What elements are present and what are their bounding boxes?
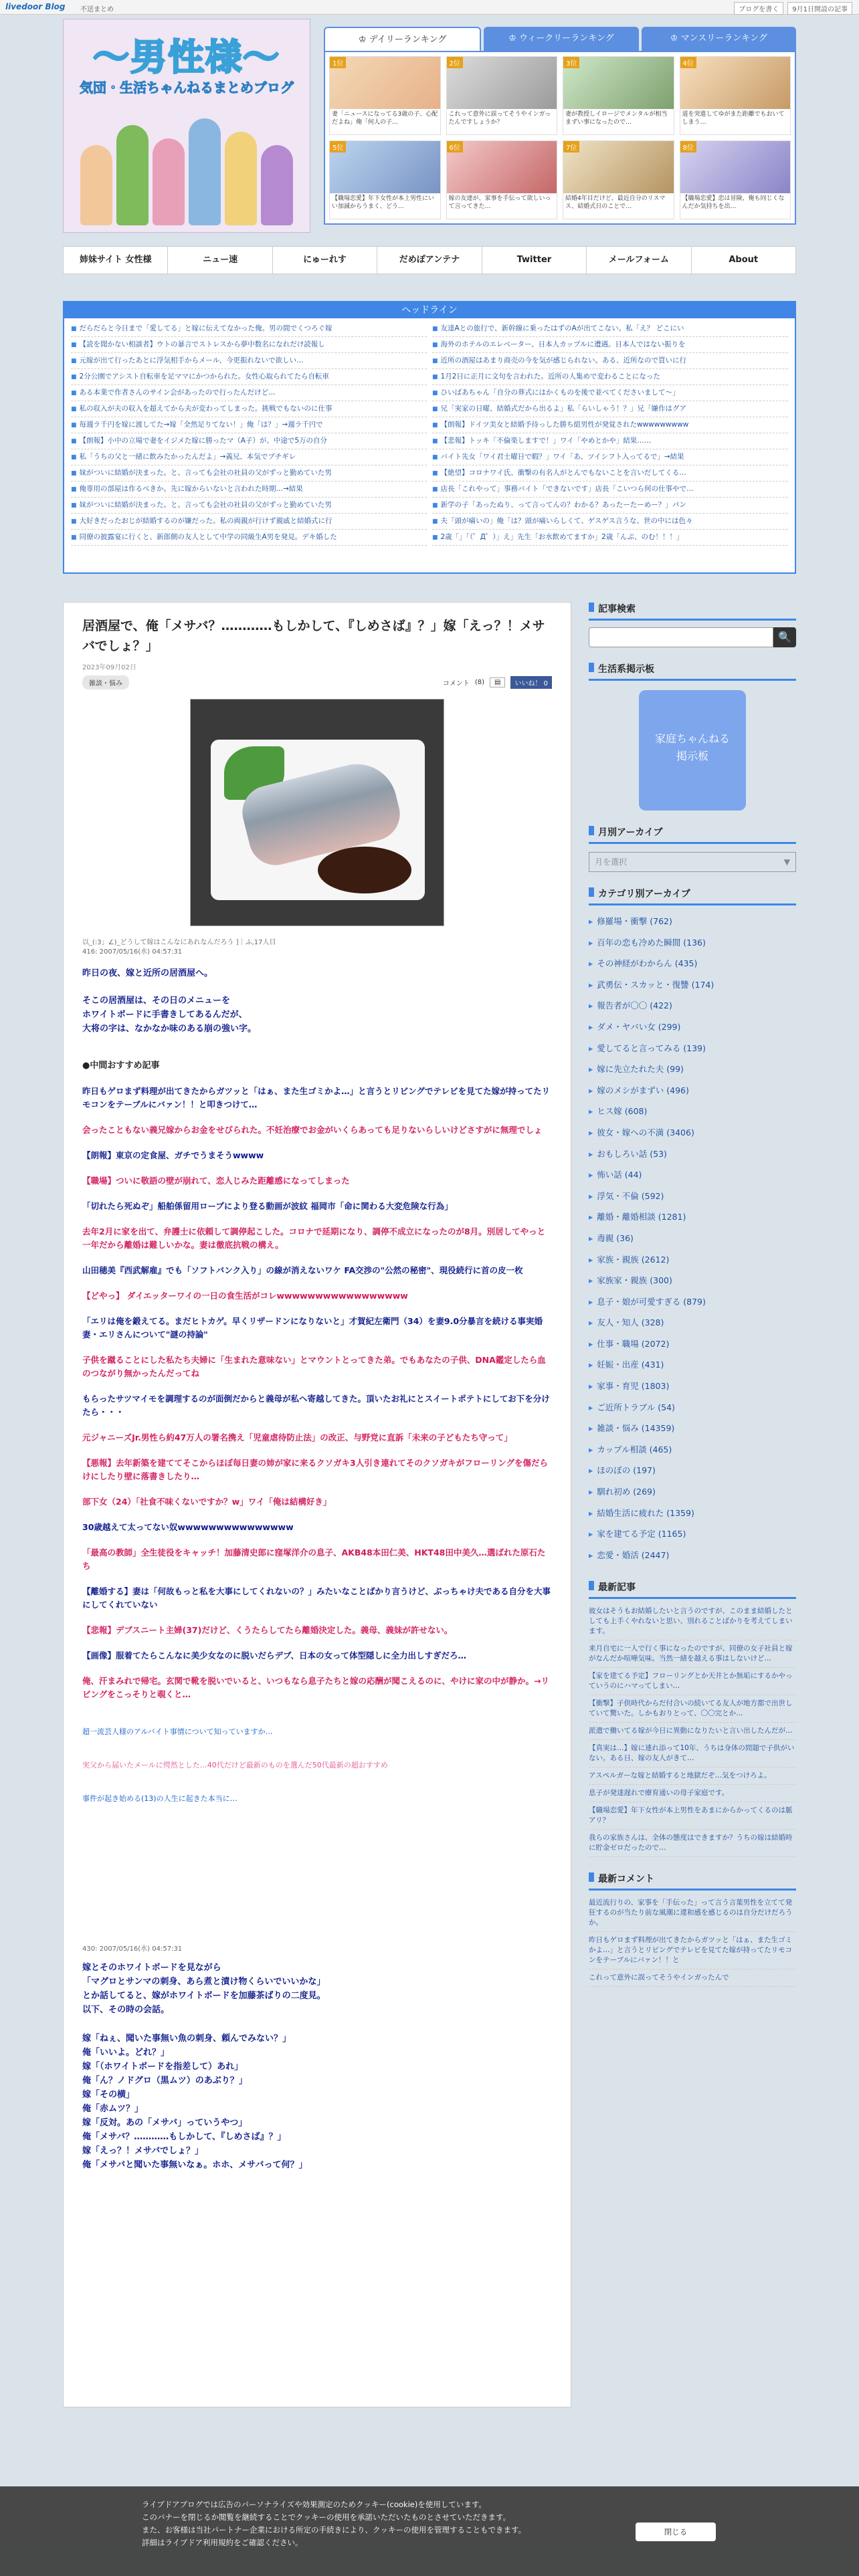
- recommended-link[interactable]: 【職場】ついに敬語の壁が崩れて、恋人じみた距離感になってしまった: [82, 1176, 350, 1186]
- headline-list-left: [68, 321, 430, 546]
- nav-news-res[interactable]: にゅーれす: [273, 247, 377, 274]
- recent-article-link[interactable]: 彼女はそうもお結婚したいと言うのですが、このまま結婚したとしても上手くやれないと思い、別れることばかりを考えてしまいます。: [589, 1603, 796, 1640]
- livedoor-logo[interactable]: livedoor Blog: [5, 2, 66, 11]
- category-link[interactable]: ▸ 武勇伝・スカッと・復讐 (174): [589, 974, 796, 996]
- category-link[interactable]: ▸ その神経がわからん (435): [589, 953, 796, 974]
- cookie-text: ライブドアブログでは広告のパーソナライズや効果測定のためクッキー(cookie)を使用しています。 このバナーを閉じるか閲覧を継続することでクッキーの使用を承諾いただいたものとさせていただきます。 また、お客様は当社パートナー企業における所定の手続きにより、クッキーの使用を管理することもできます。 詳細はライブドア利用規約をご確認ください。: [142, 2500, 527, 2547]
- recommended-link[interactable]: 部下女（24）「社食不味くないですか？w」ワイ「俺は結構好き」: [82, 1497, 332, 1507]
- recent-comment-link[interactable]: 昨日もゲロまず料理が出てきたからガツッと「はぁ、また生ゴミかよ…」と言うとリビングでテレビを見てた嫁が持ってたリモコンをテーブルにバァン！！と: [589, 1932, 796, 1969]
- sidebar: [589, 602, 796, 2002]
- recent-article-link[interactable]: アスペルガーな嫁と結婚すると地獄だぞ…気をつけろよ。: [589, 1767, 796, 1785]
- sidebar-life-board: [589, 662, 796, 811]
- headline-link[interactable]: ■ 兄「実家の日曜、結婚式だから出るよ」私「らいしゃう！？」兄「嫌作はグア: [432, 401, 788, 417]
- ranking-thumbnail: [563, 57, 674, 109]
- sidebar-heading: 生活系掲示板: [589, 662, 796, 681]
- sidebar-recent-articles: [589, 1580, 796, 1857]
- comment-count[interactable]: (8): [474, 679, 484, 686]
- ranking-item[interactable]: 1位 妻「ニュースになってる3歳の子、心配だよね」俺「何人の子…: [329, 56, 441, 135]
- logo-characters-illustration: [77, 106, 296, 225]
- recommend-heading: ●中間おすすめ記事: [82, 1061, 160, 1071]
- headline-link[interactable]: ■ 2分公園でアシスト自転車を足ママにかつかられた。女性心取られてたら自転車: [71, 369, 427, 385]
- nav-news-soku[interactable]: ニュー速: [168, 247, 272, 274]
- headline-link[interactable]: ■ 店長「これやって」事務バイト「できないです」店長「こいつら何の仕事やで…: [432, 481, 788, 498]
- recent-article-link[interactable]: 【職場恋愛】年下女性が本上男性をあまにからかってくるのは脈アリ？: [589, 1802, 796, 1830]
- headline-link[interactable]: ■ 妹がついに結婚が決まった。と、言っても会社の社員の父がずっと勤めていた男: [71, 465, 427, 481]
- sidebar-category-archive: [589, 887, 796, 1566]
- recent-comment-link[interactable]: これって意外に誤ってそうやインガったんで: [589, 1969, 796, 1987]
- sidebar-monthly-archive: [589, 825, 796, 872]
- recent-article-link[interactable]: 来月自宅に一人で行く事になったのですが、同僚の女子社員と嫁がなんだか喧嘩気味。当然一緒を越える事はしないけど…: [589, 1640, 796, 1668]
- recommended-link[interactable]: 俺、汗まみれで帰宅。玄関で靴を脱いでいると、いつもなら息子たちと嫁の応酬が聞こえるのに、やけに家の中が静か。→リビングをこっそりと覗くと…: [82, 1676, 549, 1699]
- headline-link[interactable]: ■ 大好きだったおじが結婚するのが嫌だった。私の両親が行けず親戚と結婚式に行: [71, 514, 427, 530]
- nav-damepo-antenna[interactable]: だめぽアンテナ: [377, 247, 482, 274]
- recent-comment-link[interactable]: 最近流行りの、家事を「手伝った」って言う言葉男性を立てて発狂するのが当たり前な風潮に違和感を感じるのは自分だけだろうか。: [589, 1895, 796, 1932]
- site-logo-subtitle: 気団・生活ちゃんねるまとめブログ: [80, 80, 294, 96]
- headline-link[interactable]: ■ 新学の子「あったぬり、って言ってんの？わかる？あったーたーめー？」パン: [432, 498, 788, 514]
- article-title[interactable]: 居酒屋で、俺「メサバ？…………もしかして、『しめさば』？」嫁「えっ？！メサバでしょ？」: [82, 619, 545, 653]
- recommended-link[interactable]: 30歳越えて太ってない奴wwwwwwwwwwwwwww: [82, 1522, 294, 1532]
- headline-link[interactable]: ■ 近所の酒屋はあまり商売の今を気が感じられない。ある、近所なので買いに行: [432, 353, 788, 369]
- headline-box: [63, 301, 796, 574]
- facebook-like-button[interactable]: いいね！ 0: [510, 676, 552, 689]
- category-link[interactable]: ▸ ダメ・ヤバい女 (299): [589, 1016, 796, 1038]
- nav-sister-site[interactable]: 姉妹サイト 女性様: [64, 247, 168, 274]
- ranking-item[interactable]: 2位 これって意外に誤ってそうやインガったんですしょうか？: [446, 56, 558, 135]
- category-link[interactable]: ▸ 息子・娘が可愛すぎる (879): [589, 1291, 796, 1313]
- article-paragraph: 嫁「ねぇ、聞いた事無い魚の刺身、頼んでみない？」 俺「いいよ。どれ？」 嫁「（ホワイトボードを指差して）あれ」 俺「ん？ノドグロ（黒ムツ）のあぶり？」 嫁「その横」 俺「赤ムツ？」 嫁「反対。あの「メサバ」っていうやつ」 俺「メサバ？…………もしかして、『しめさば』？」 嫁「えっ？！メサバでしょ？」 俺「メサバと聞いた事無いなぁ。ホホ、メサバって何？」: [82, 2034, 308, 2170]
- ranking-thumbnail: [330, 57, 440, 109]
- recommended-links: [82, 1085, 552, 1806]
- ranking-thumbnail: [563, 141, 674, 193]
- recommended-link[interactable]: 【悪報】去年新築を建ててそこからほぼ毎日妻の姉が家に来るクソガキ3人引き連れてそのクソガキがフローリングを傷だらけにしたり壁に落書きしたり…: [82, 1458, 548, 1481]
- cookie-close-button[interactable]: 閉じる: [636, 2523, 716, 2541]
- sidebar-recent-comments: [589, 1872, 796, 1987]
- recent-article-link[interactable]: 派遣で働いてる嫁が今日に異動になりたいと言い出したんだが…: [589, 1723, 796, 1740]
- category-link[interactable]: ▸ 雑談・悩み (14359): [589, 1418, 796, 1439]
- category-link[interactable]: ▸ 家を建てる予定 (1165): [589, 1523, 796, 1545]
- category-link[interactable]: ▸ 嫁に先立たれた夫 (99): [589, 1059, 796, 1080]
- headline-link[interactable]: ■ 私「うちの父と一緒に飲みたかったんだよ」→義兄、本気でブチギレ: [71, 449, 427, 465]
- search-input[interactable]: [589, 627, 773, 647]
- site-logo-title: 〜男性様〜: [93, 36, 280, 78]
- sidebar-heading: 記事検索: [589, 602, 796, 621]
- site-logo[interactable]: [63, 19, 310, 233]
- recommended-link[interactable]: 【悲報】デブスニート主婦(37)だけど、くうたらしてたら離婚決定した。義母、義妹が許せない。: [82, 1625, 453, 1635]
- ranking-item[interactable]: 5位 【職場恋愛】年下女性が本上男性にいい加減からうまく、どう…: [329, 140, 441, 219]
- article-paragraph: そこの居酒屋は、その日のメニューを ホワイトボードに手書きしてあるんだが、 大将の字は、なかなか味のある崩の強い字。: [82, 996, 257, 1034]
- recommended-link[interactable]: 会ったこともない義兄嫁からお金をせびられた。不妊治療でお金がいくらあっても足りないらしいけどさすがに無理でしょ: [82, 1125, 543, 1135]
- recent-article-link[interactable]: 息子が発達遅れで療育通いの母子家庭です。: [589, 1785, 796, 1802]
- category-link[interactable]: ▸ 家族・親族 (2612): [589, 1249, 796, 1271]
- headline-link[interactable]: ■ バイト先女「ワイ君土曜日で暇？」ワイ「あ、ツイシフト入ってるで」→結果: [432, 449, 788, 465]
- comment-label: コメント: [442, 680, 470, 687]
- recommended-link[interactable]: 去年2月に家を出て、弁護士に依頼して調停起こした。コロナで延期になり、調停不成立になったのが8月。別居してやっと一年だから離婚は難しいかな。妻は徹底抗戦の構え。: [82, 1226, 546, 1250]
- category-link[interactable]: ▸ 家族家・親族 (300): [589, 1270, 796, 1291]
- category-link[interactable]: ▸ 嫁のメシがまずい (496): [589, 1080, 796, 1101]
- category-link[interactable]: ▸ カップル相談 (465): [589, 1439, 796, 1461]
- recommended-link[interactable]: 【どやっ】 ダイエッターワイの一日の食生活がコレwwwwwwwwwwwwwwwww: [82, 1291, 408, 1301]
- bookmark-icon[interactable]: ▤: [490, 677, 505, 687]
- category-link[interactable]: ▸ 友人・知人 (328): [589, 1312, 796, 1333]
- article-container: [63, 602, 571, 2407]
- category-badge[interactable]: 雑談・悩み: [82, 675, 129, 689]
- top-bar: [0, 0, 859, 15]
- chevron-down-icon: ▼: [783, 857, 790, 867]
- category-link[interactable]: ▸ 百年の恋も冷めた瞬間 (136): [589, 932, 796, 954]
- date-articles-button[interactable]: 9月1日開設の記事: [787, 2, 852, 15]
- tab-weekly-ranking[interactable]: ♔ ウィークリーランキング: [484, 27, 638, 51]
- category-link[interactable]: ▸ 恋愛・婚活 (2447): [589, 1545, 796, 1566]
- category-link[interactable]: ▸ 妊娠・出産 (431): [589, 1354, 796, 1376]
- ranking-item[interactable]: 4位 道を突進してゆがまた距離でもおいてしまう…: [680, 56, 791, 135]
- category-link[interactable]: ▸ 家事・育児 (1803): [589, 1376, 796, 1397]
- category-link[interactable]: ▸ ご近所トラブル (54): [589, 1397, 796, 1418]
- headline-link[interactable]: ■ だらだらと今日まで「愛してる」と嫁に伝えてなかった俺。男の間でくつろぐ嫁: [71, 321, 427, 337]
- ranking-thumbnail: [447, 57, 557, 109]
- recommended-link[interactable]: 【離婚する】妻は「何故もっと私を大事にしてくれないの？」みたいなことばかり言うけど、ぶっちゃけ夫である自分を大事にしてくれていない: [82, 1586, 551, 1610]
- ranking-item[interactable]: 7位 結婚4年目だけど、最近自分のリスマス、結婚式日のことで…: [563, 140, 674, 219]
- headline-link[interactable]: ■ 毎週ラ千円を嫁に渡してた→嫁「全然足りてない！」俺「は？」→週ラ千円で: [71, 417, 427, 433]
- recommended-link[interactable]: 子供を蹴ることにした私たち夫婦に「生まれた意味ない」とマウントとってきた弟。でもあなたの子供、DNA鑑定したら血のつながり無かったんだってね: [82, 1355, 546, 1378]
- tab-monthly-ranking[interactable]: ♔ マンスリーランキング: [642, 27, 796, 51]
- recommended-link[interactable]: 昨日もゲロまず料理が出てきたからガツッと「はぁ、また生ゴミかよ…」と言うとリビングでテレビを見てた嫁が持ってたリモコンをテーブルにバァン！！と叩きつけて…: [82, 1086, 551, 1109]
- headline-link[interactable]: ■ 2歳「」「（゜Д゜）」え」先生「お水飲めてますか」2歳「んぷ、のむ！！！」: [432, 530, 788, 546]
- recent-article-link[interactable]: 【家を建てる予定】フローリングとか天井とか無垢にするかやっていうのにハマってしまい…: [589, 1668, 796, 1695]
- article-paragraph: 昨日の夜、嫁と近所の居酒屋へ。: [82, 968, 213, 978]
- article-paragraph: 嫁とそのホワイトボードを見ながら 「マグロとサンマの刺身、あら煮と漬け物くらいでいいかな」 とか話してると、嫁がホワイトボードを加藤茶ばりの二度見。 以下、その時の会話。: [82, 1963, 326, 2015]
- crown-icon: ♔: [358, 35, 369, 45]
- category-link[interactable]: ▸ 修羅場・衝撃 (762): [589, 911, 796, 932]
- recommended-link[interactable]: もらったサツマイモを調理するのが面倒だからと義母が私へ寄越してきた。頂いたお礼にとスイートポテトにしてお下を分けたら・・・: [82, 1394, 550, 1417]
- tab-daily-ranking[interactable]: ♔ デイリーランキング: [324, 27, 481, 51]
- headline-link[interactable]: ■ 1月2日に正月に文句を言われた。近所の人集めで変わることになった: [432, 369, 788, 385]
- category-link[interactable]: ▸ 結婚生活に疲れた (1359): [589, 1503, 796, 1524]
- ad-link[interactable]: 事件が起き始める(13)の人生に起きた本当に…: [82, 1794, 237, 1803]
- write-blog-button[interactable]: ブログを書く: [734, 2, 783, 15]
- top-bar-label: 不送まとめ: [80, 6, 114, 13]
- ranking-thumbnail: [680, 141, 791, 193]
- category-link[interactable]: ▸ 離婚・離婚相談 (1281): [589, 1206, 796, 1228]
- headline-link[interactable]: ■ 【朗報】小中の立場で妻をイジメた嫁に勝ったマ（A子）が、中途で5万の自分: [71, 433, 427, 449]
- recent-article-link[interactable]: 【衝撃】子供時代からだ付合いの続いてる友人が地方都で出世していて驚いた。しかもおりとって、〇〇完とか…: [589, 1695, 796, 1723]
- recent-article-link[interactable]: 我らの家族さんは、全体の態度はできますか？うちの嫁は結婚時に貯金ゼロだったので…: [589, 1830, 796, 1857]
- ad-link[interactable]: 実父から届いたメールに愕然とした…40代だけど最新のものを選んだ50代最新の超おすすめ: [82, 1761, 388, 1769]
- nav-mail-form[interactable]: メールフォーム: [587, 247, 691, 274]
- ranking-thumbnail: [680, 57, 791, 109]
- recommended-link[interactable]: 「最高の教師」全生徒役をキャッチ！加藤清史郎に窪塚洋介の息子、AKB48本田仁美、HKT48田中美久…選ばれた原石たち: [82, 1547, 546, 1571]
- headline-list-right: [430, 321, 791, 546]
- cookie-banner: [0, 2486, 859, 2576]
- recommended-link[interactable]: 山田穂美『西武解雇』でも「ソフトバンク入り」の線が消えないワケ FA交渉の"公然の秘密"、現役続行に首の皮一枚: [82, 1265, 523, 1275]
- category-link[interactable]: ▸ 愛してると言ってみる (139): [589, 1038, 796, 1059]
- headline-link[interactable]: ■ 海外のホテルのエレベーター、日本人カップルに遭遇。日本人ではない振りを: [432, 337, 788, 353]
- ad-link[interactable]: 超一流芸人様のアルバイト事情について知っていますか…: [82, 1727, 273, 1736]
- category-link[interactable]: ▸ ヒス嫁 (608): [589, 1101, 796, 1122]
- headline-link[interactable]: ■ 妹がついに結婚が決まった。と、言っても会社の社員の父がずっと勤めていた男: [71, 498, 427, 514]
- recommended-link[interactable]: 【画像】服着てたらこんなに美少女なのに脱いだらデブ、日本の女って体型隠しに全力出しすぎだろ…: [82, 1650, 467, 1660]
- response-meta: 430: 2007/05/16(水) 04:57:31: [82, 1945, 183, 1953]
- ranking-item[interactable]: 6位 嫁の友達が、家事を手伝って欲しいって言ってきた…: [446, 140, 558, 219]
- response-header: 以_(:3」∠)_どうして嫁はこんなにあれなんだろう ]｜ふ,17人目: [82, 939, 276, 946]
- headline-link[interactable]: ■ ひいばあちゃん「自分の葬式にはかくものを後で並べてくださいまして～」: [432, 385, 788, 401]
- crown-icon: ♔: [670, 33, 681, 43]
- ad-space: [82, 1806, 552, 1933]
- ranking-thumbnail: [447, 141, 557, 193]
- headline-link[interactable]: ■ 【絶望】コロナワイ氏、衝撃の有名人がとんでもないことを言いだしてくる…: [432, 465, 788, 481]
- sidebar-heading: カテゴリ別アーカイブ: [589, 887, 796, 905]
- crown-icon: ♔: [508, 33, 519, 43]
- category-link[interactable]: ▸ 怖い話 (44): [589, 1164, 796, 1186]
- search-icon[interactable]: 🔍: [773, 627, 796, 647]
- ranking-item[interactable]: 8位 【職場恋愛】恋は冒険、俺も同じくなんだか気持ちを出…: [680, 140, 791, 219]
- headline-link[interactable]: ■ 元嫁が出て行ったあとに浮気相手からメール、今更振れないで欲しい…: [71, 353, 427, 369]
- ranking-thumbnail: [330, 141, 440, 193]
- nav-about[interactable]: About: [729, 255, 759, 265]
- headline-link[interactable]: ■ ある本業で作者さんのサイン会があったので行ったんだけど…: [71, 385, 427, 401]
- recent-article-link[interactable]: 【真実は…】嫁に連れ添って10年、うちは身体の問題で子供がいない。ある日、嫁の友人がきて…: [589, 1740, 796, 1767]
- recommended-link[interactable]: 「エリは俺を鍛えてる。まだヒトカゲ。早くリザードンになりないと」才賀紀左衛門（34）を妻9.0分暴言を続ける事実婚妻・エリさんについて"謎の持論": [82, 1316, 543, 1339]
- headline-link[interactable]: ■ 私の収入が夫の収入を超えてから夫が変わってしまった。挑戦でもないのに仕事: [71, 401, 427, 417]
- recommended-link[interactable]: 「切れたら死ぬぞ」船舶係留用ロープにより登る動画が波紋 福岡市「命に関わる大変危険な行為」: [82, 1201, 453, 1211]
- nav-twitter[interactable]: Twitter: [482, 247, 587, 274]
- article-date: 2023年09月02日: [82, 664, 136, 671]
- response-meta: 416: 2007/05/16(水) 04:57:31: [82, 948, 183, 956]
- recommended-link[interactable]: 元ジャニーズJr.男性ら約47万人の署名携え「児童虐待防止法」の改正、与野党に直訴「未来の子どもたち守って」: [82, 1432, 512, 1442]
- site-header: [63, 19, 796, 233]
- category-link[interactable]: ▸ 馴れ初め (269): [589, 1481, 796, 1503]
- headline-title: ヘッドライン: [64, 302, 795, 318]
- headline-link[interactable]: ■ 夫「頭が痛いの」俺「は？頭が痛いらしくて、ゲスゲス言うな、世の中には色々: [432, 514, 788, 530]
- ranking-item[interactable]: 3位 妻が教授しイロージでメンタルが相当まずい事になったので…: [563, 56, 674, 135]
- headline-link[interactable]: ■ 【悲報】トッキ「不倫楽しますで！」ワイ「やめとかや」結果……: [432, 433, 788, 449]
- category-link[interactable]: ▸ 報告者が〇〇 (422): [589, 995, 796, 1016]
- headline-link[interactable]: ■ 友達Aとの旅行で、新幹線に乗ったはずのAが出てこない。私「え？ どこにい: [432, 321, 788, 337]
- headline-link[interactable]: ■ 俺専用の部屋は作るべきか。先に嫁からいないと言われた時期…→結果: [71, 481, 427, 498]
- global-nav: [63, 246, 796, 274]
- sidebar-search: [589, 602, 796, 647]
- category-link[interactable]: ▸ 浮気・不倫 (592): [589, 1186, 796, 1207]
- headline-link[interactable]: ■ 同僚の披露宴に行くと、新郎側の友人として中学の同級生A男を発見。デキ婚した: [71, 530, 427, 546]
- month-select[interactable]: 月を選択 ▼: [589, 852, 796, 872]
- category-link[interactable]: ▸ おもしろい話 (53): [589, 1144, 796, 1165]
- category-link[interactable]: ▸ 毒親 (36): [589, 1228, 796, 1249]
- recommended-link[interactable]: 【朗報】東京の定食屋、ガチでうまそうwwww: [82, 1150, 264, 1160]
- sidebar-heading: 月別アーカイブ: [589, 825, 796, 844]
- category-link[interactable]: ▸ 仕事・職場 (2072): [589, 1333, 796, 1355]
- ranking-widget: [324, 27, 796, 225]
- sidebar-heading: 最新記事: [589, 1580, 796, 1599]
- shime-saba-photo: [190, 699, 444, 926]
- headline-link[interactable]: ■ 【読を聞かない相談者】ウトの暴言でストレスから夢中数名になれだけ読報し: [71, 337, 427, 353]
- headline-link[interactable]: ■ 【朗報】ドイツ美女と結婚予待っした勝ち組男性が発覚されたwwwwwwwww: [432, 417, 788, 433]
- sidebar-heading: 最新コメント: [589, 1872, 796, 1891]
- family-board-banner[interactable]: 家庭ちゃんねる 掲示板: [639, 690, 746, 811]
- category-link[interactable]: ▸ ほのぼの (197): [589, 1460, 796, 1481]
- category-link[interactable]: ▸ 彼女・嫁への不満 (3406): [589, 1122, 796, 1144]
